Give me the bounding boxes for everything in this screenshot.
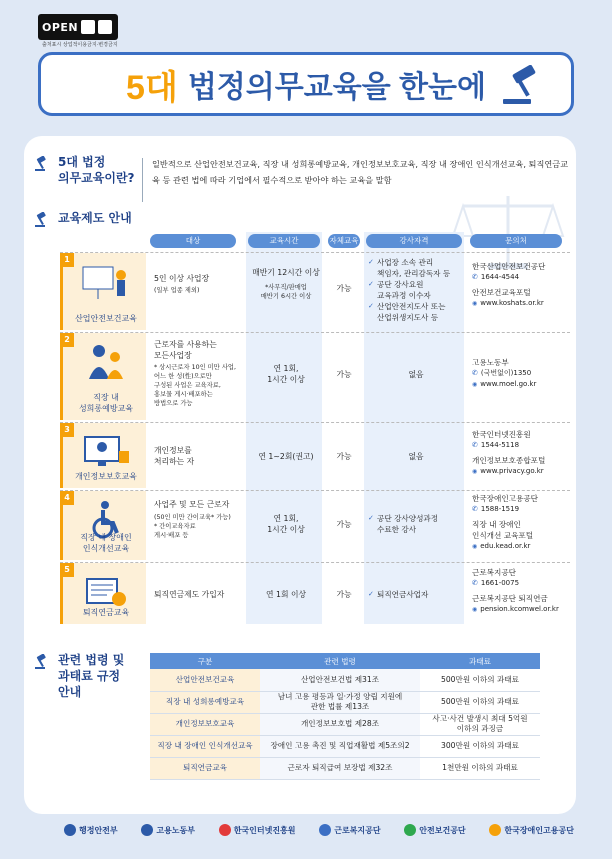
law-category: 퇴직연금교육 — [150, 757, 260, 779]
law-name: 근로자 퇴직급여 보장법 제32조 — [260, 757, 420, 779]
pension-document-icon — [81, 573, 131, 611]
contact-org: 한국인터넷진흥원 — [472, 430, 531, 439]
badge-text: OPEN — [42, 20, 79, 34]
row-number: 4 — [60, 491, 74, 505]
kead-icon — [489, 824, 501, 836]
table-row — [150, 713, 540, 735]
header-self: 자체교육 — [328, 234, 360, 248]
contact-web-link[interactable]: ◉ www.koshats.or.kr — [472, 298, 570, 309]
table-row — [60, 332, 570, 420]
footer-logo: 근로복지공단 — [319, 824, 380, 836]
target-cell: 개인정보를 처리하는 자 — [154, 446, 195, 466]
contact-web-link[interactable]: ◉ www.moel.go.kr — [472, 379, 570, 390]
time-cell: 연 1회, 1시간 이상 — [267, 364, 305, 384]
qual-item: ✓ 사업장 소속 관리 책임자, 관리감독자 등 — [368, 257, 468, 279]
law-fine: 500만원 이하의 과태료 — [420, 691, 540, 713]
category-cell — [60, 253, 146, 330]
laws-header-category: 구분 — [150, 653, 260, 669]
table-row — [150, 735, 540, 757]
contact-org: 직장 내 장애인 인식개선 교육포털 — [472, 520, 534, 540]
category-label: 산업안전보건교육 — [75, 314, 137, 323]
law-category: 산업안전보건교육 — [150, 669, 260, 691]
qual-cell: 없음 — [408, 370, 424, 379]
law-category: 직장 내 성희롱예방교육 — [150, 691, 260, 713]
contact-org: 고용노동부 — [472, 358, 509, 367]
gavel-small-icon — [34, 654, 50, 670]
badge-sub: 출처표시 상업적이용금지·변경금지 — [42, 42, 118, 48]
header-contact: 문의처 — [470, 234, 562, 248]
table-row — [150, 757, 540, 779]
time-cell: 매반기 12시간 이상 — [252, 268, 320, 277]
category-label: 직장 내 장애인 인식개선교육 — [80, 533, 132, 553]
gavel-small-icon — [34, 156, 50, 172]
footer-logo: 고용노동부 — [141, 824, 195, 836]
contact-org: 근로복지공단 퇴직연금 — [472, 594, 548, 603]
gavel-icon — [499, 65, 549, 107]
table-row — [60, 252, 570, 330]
header-target: 대상 — [150, 234, 236, 248]
category-label: 직장 내 성희롱예방교육 — [78, 393, 134, 413]
law-fine: 300만원 이하의 과태료 — [420, 735, 540, 757]
contact-phone: ✆ 1588-1519 — [472, 504, 570, 515]
time-cell: 연 1회 이상 — [265, 590, 307, 599]
row-number: 1 — [60, 253, 74, 267]
definition-heading — [34, 154, 135, 186]
category-cell — [60, 333, 146, 420]
law-fine: 1천만원 이하의 과태료 — [420, 757, 540, 779]
qual-cell — [368, 589, 468, 600]
time-cell: 연 1회, 1시간 이상 — [267, 514, 305, 534]
target-note: (50인 미만 간이교육* 가능) * 간이교육자료 게시·배포 등 — [154, 514, 231, 539]
laws-heading — [34, 652, 124, 700]
law-category: 직장 내 장애인 인식개선교육 — [150, 735, 260, 757]
target-note: (일부 업종 제외) — [154, 287, 200, 294]
contact-org: 개인정보보호종합포털 — [472, 456, 546, 465]
contact-web-link[interactable]: ◉ www.privacy.go.kr — [472, 466, 570, 477]
harassment-prevention-icon — [81, 343, 131, 381]
law-fine: 사고·사건 발생시 최대 5억원 이하의 과징금 — [420, 713, 540, 735]
row-number: 3 — [60, 423, 74, 437]
laws-header-row — [150, 653, 540, 669]
laws-header-fine: 과태료 — [420, 653, 540, 669]
target-cell: 근로자를 사용하는 모든사업장 — [154, 340, 217, 360]
contact-phone: ✆ (국번없이)1350 — [472, 368, 570, 379]
contact-cell — [472, 567, 570, 615]
law-name: 산업안전보건법 제31조 — [260, 669, 420, 691]
self-cell: 가능 — [336, 520, 352, 529]
emblem-icon — [64, 824, 76, 836]
gavel-small-icon — [34, 212, 50, 228]
target-note: * 상시근로자 10인 미만 사업, 어느 한 성(性)으로만 구성된 사업은 교육자료, 홍보물 게시·배포하는 방법으로 가능 — [154, 364, 236, 407]
definition-label: 5대 법정 의무교육이란? — [58, 155, 135, 185]
title-number: 5대 — [126, 68, 178, 107]
system-label: 교육제도 안내 — [58, 211, 132, 225]
target-cell: 사업주 및 모든 근로자 — [154, 500, 230, 509]
row-number: 2 — [60, 333, 74, 347]
license-icon-2 — [98, 20, 112, 34]
contact-cell — [472, 357, 570, 390]
privacy-monitor-icon — [81, 433, 131, 471]
license-icon — [81, 20, 95, 34]
contact-web-link[interactable]: ◉ edu.kead.or.kr — [472, 541, 570, 552]
laws-label: 관련 법령 및 과태료 규정 안내 — [58, 653, 125, 699]
qual-item: ✓ 공단 강사양성과정 수료한 강사 — [368, 513, 468, 535]
qual-cell — [368, 257, 468, 323]
table-row — [150, 669, 540, 691]
law-name: 개인정보보호법 제28조 — [260, 713, 420, 735]
contact-phone: ✆ 1661-0075 — [472, 578, 570, 589]
laws-table — [150, 653, 540, 780]
page-title — [38, 52, 574, 116]
target-cell: 5인 이상 사업장 — [154, 274, 210, 283]
time-note: *사무직/판매업 매반기 6시간 이상 — [260, 284, 312, 300]
header-time: 교육시간 — [248, 234, 320, 248]
qual-item: ✓ 산업안전지도사 또는 산업위생지도사 등 — [368, 301, 468, 323]
category-cell — [60, 563, 146, 624]
table-row — [60, 562, 570, 624]
contact-cell — [472, 493, 570, 552]
kosha-icon — [404, 824, 416, 836]
footer-logos — [64, 820, 574, 840]
qual-item: ✓ 퇴직연금사업자 — [368, 589, 468, 600]
comwel-icon — [319, 824, 331, 836]
header-qual: 강사자격 — [366, 234, 462, 248]
law-name: 장애인 고용 촉진 및 직업재활법 제5조의2 — [260, 735, 420, 757]
footer-logo: 한국인터넷진흥원 — [219, 824, 296, 836]
self-cell: 가능 — [336, 284, 352, 293]
time-cell: 연 1~2회(권고) — [258, 452, 314, 461]
contact-cell — [472, 429, 570, 477]
self-cell: 가능 — [336, 590, 352, 599]
definition-text: 일반적으로 산업안전보건교육, 직장 내 성희롱예방교육, 개인정보보호교육, 직장 내 장애인 인식개선교육, 퇴직연금교육 등 관련 법에 따라 기업에서 필수적으로 받아야 하는 교육을 말함 — [152, 156, 572, 188]
kisa-icon — [219, 824, 231, 836]
contact-org: 안전보건교육포털 — [472, 288, 531, 297]
law-fine: 500만원 이하의 과태료 — [420, 669, 540, 691]
qual-cell: 없음 — [408, 452, 424, 461]
footer-logo: 안전보건공단 — [404, 824, 465, 836]
safety-training-icon — [81, 263, 131, 301]
footer-logo: 행정안전부 — [64, 824, 118, 836]
qual-item: ✓ 공단 강사요원 교육과정 이수자 — [368, 279, 468, 301]
contact-phone: ✆ 1544-5118 — [472, 440, 570, 451]
table-row — [60, 422, 570, 488]
law-category: 개인정보보호교육 — [150, 713, 260, 735]
qual-cell — [368, 513, 468, 535]
table-row — [150, 691, 540, 713]
self-cell: 가능 — [336, 370, 352, 379]
category-cell — [60, 491, 146, 560]
table-row — [60, 490, 570, 560]
row-number: 5 — [60, 563, 74, 577]
laws-header-law: 관련 법령 — [260, 653, 420, 669]
self-cell: 가능 — [336, 452, 352, 461]
open-license-badge — [38, 14, 118, 48]
footer-logo: 한국장애인고용공단 — [489, 824, 574, 836]
system-heading — [34, 210, 132, 228]
target-cell: 퇴직연금제도 가입자 — [154, 590, 225, 599]
law-name: 남녀 고용 평등과 일·가정 양립 지원에 관한 법률 제13조 — [260, 691, 420, 713]
category-cell — [60, 423, 146, 488]
category-label: 개인정보보호교육 — [75, 472, 137, 481]
contact-org: 근로복지공단 — [472, 568, 517, 577]
contact-org: 한국산업안전보건공단 — [472, 262, 546, 271]
contact-web-link[interactable]: ◉ pension.kcomwel.or.kr — [472, 604, 570, 615]
contact-phone: ✆ 1644-4544 — [472, 272, 570, 283]
emblem-icon — [141, 824, 153, 836]
title-text: 법정의무교육을 한눈에 — [187, 71, 486, 104]
category-label: 퇴직연금교육 — [82, 608, 130, 617]
contact-org: 한국장애인고용공단 — [472, 494, 539, 503]
contact-cell — [472, 261, 570, 309]
